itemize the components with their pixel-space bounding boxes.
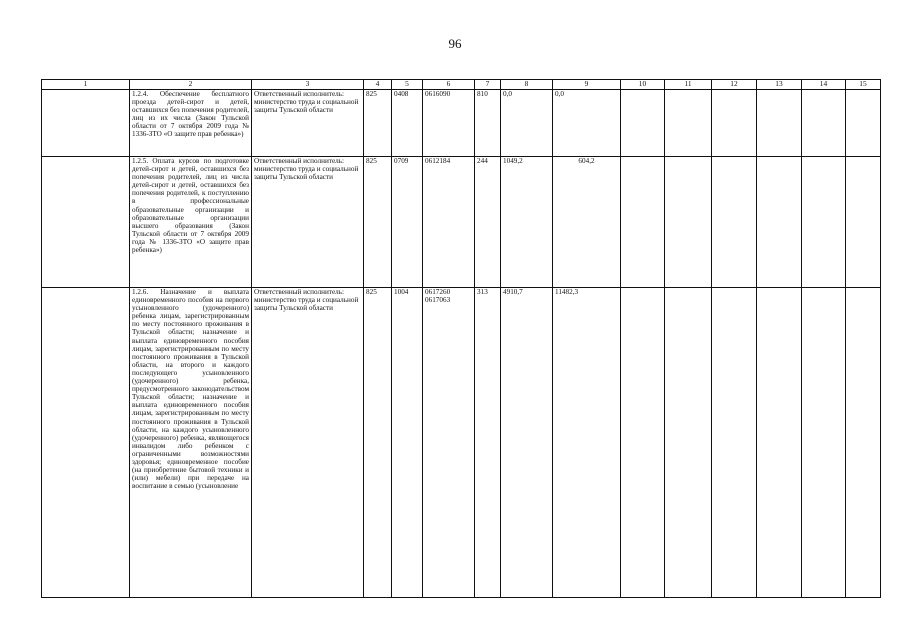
table-cell <box>621 90 665 157</box>
table-cell: 825 <box>364 157 392 288</box>
table-cell <box>712 288 757 598</box>
responsible-executor: Ответственный исполнитель: министерство труда и социальной защиты Тульской области <box>252 157 364 288</box>
table-cell: 810 <box>475 90 501 157</box>
table-cell <box>802 288 846 598</box>
column-header: 2 <box>130 80 252 90</box>
table-cell: 0612184 <box>423 157 475 288</box>
column-header: 12 <box>712 80 757 90</box>
table-cell <box>757 157 802 288</box>
table-cell: 0709 <box>392 157 423 288</box>
column-header: 6 <box>423 80 475 90</box>
column-header: 13 <box>757 80 802 90</box>
column-header: 14 <box>802 80 846 90</box>
page-number: 96 <box>448 36 462 51</box>
table-cell: 1004 <box>392 288 423 598</box>
responsible-executor: Ответственный исполнитель: министерство труда и социальной защиты Тульской области <box>252 90 364 157</box>
table-cell: 0617260 0617063 <box>423 288 475 598</box>
header-row <box>42 80 881 90</box>
table-cell <box>802 90 846 157</box>
table-cell: 313 <box>475 288 501 598</box>
column-header: 5 <box>392 80 423 90</box>
table-cell: 604,2 <box>553 157 621 288</box>
measure-description: 1.2.4. Обеспечение бесплатного проезда детей-сирот и детей, оставшихся без попечения родителей, лиц из их числа (Закон Тульской области от 7 октября 2009 года № 1336-ЗТО «О защите прав ребенка») <box>130 90 252 157</box>
column-header: 11 <box>665 80 712 90</box>
column-header: 8 <box>501 80 553 90</box>
column-header: 15 <box>846 80 881 90</box>
measure-description: 1.2.6. Назначение и выплата единовременного пособия на первого усыновленного (удочеренного) ребенка лицам, зарегистрированным по месту постоянного проживания в Тульской области; назначение и выплата единовременного пособия лицам, зарегистрированным по месту постоянного проживания в Тульской области, на второго и каждого последующего усыновленного (удочеренного) ребенка, предусмотренного законодательством Тульской области; назначение и выплата единовременного пособия лицам, зарегистрированным по месту постоянного проживания в Тульской области, на каждого усыновленного (удочеренного) ребенка, являющегося инвалидом либо ребенком с ограниченными возможностями здоровья; единовременное пособие (на приобретение бытовой техники и (или) мебели) при передаче на воспитание в семью (усыновление <box>130 288 252 598</box>
table-cell <box>846 157 881 288</box>
table-row <box>42 90 881 157</box>
column-header: 10 <box>621 80 665 90</box>
table-cell <box>846 90 881 157</box>
table-cell <box>846 288 881 598</box>
table-cell: 4910,7 <box>501 288 553 598</box>
table-cell: 825 <box>364 288 392 598</box>
column-header: 1 <box>42 80 130 90</box>
table-row <box>42 288 881 598</box>
budget-table <box>41 79 881 598</box>
table-cell: 825 <box>364 90 392 157</box>
table-row <box>42 157 881 288</box>
table-cell: 11482,3 <box>553 288 621 598</box>
table-cell: 1049,2 <box>501 157 553 288</box>
responsible-executor: Ответственный исполнитель: министерство труда и социальной защиты Тульской области <box>252 288 364 598</box>
table-cell <box>42 90 130 157</box>
table-cell <box>42 288 130 598</box>
table-cell <box>42 157 130 288</box>
table-cell <box>757 90 802 157</box>
table-cell: 244 <box>475 157 501 288</box>
column-header: 4 <box>364 80 392 90</box>
table-cell: 0,0 <box>553 90 621 157</box>
column-header: 3 <box>252 80 364 90</box>
table-cell: 0616090 <box>423 90 475 157</box>
table-cell <box>621 157 665 288</box>
measure-description: 1.2.5. Оплата курсов по подготовке детей-сирот и детей, оставшихся без попечения родителей, лиц из числа детей-сирот и детей, оставшихся без попечения родителей, к поступлению в профессиональные образовательные организации и образовательные организации высшего образования (Закон Тульской области от 7 октября 2009 года № 1336-ЗТО «О защите прав ребенка») <box>130 157 252 288</box>
column-header: 9 <box>553 80 621 90</box>
table-cell: 0,0 <box>501 90 553 157</box>
table-cell <box>802 157 846 288</box>
column-header: 7 <box>475 80 501 90</box>
table-cell: 0408 <box>392 90 423 157</box>
table-cell <box>621 288 665 598</box>
table-cell <box>757 288 802 598</box>
table-cell <box>665 157 712 288</box>
table-cell <box>712 157 757 288</box>
table-cell <box>665 288 712 598</box>
table-cell <box>665 90 712 157</box>
table-cell <box>712 90 757 157</box>
